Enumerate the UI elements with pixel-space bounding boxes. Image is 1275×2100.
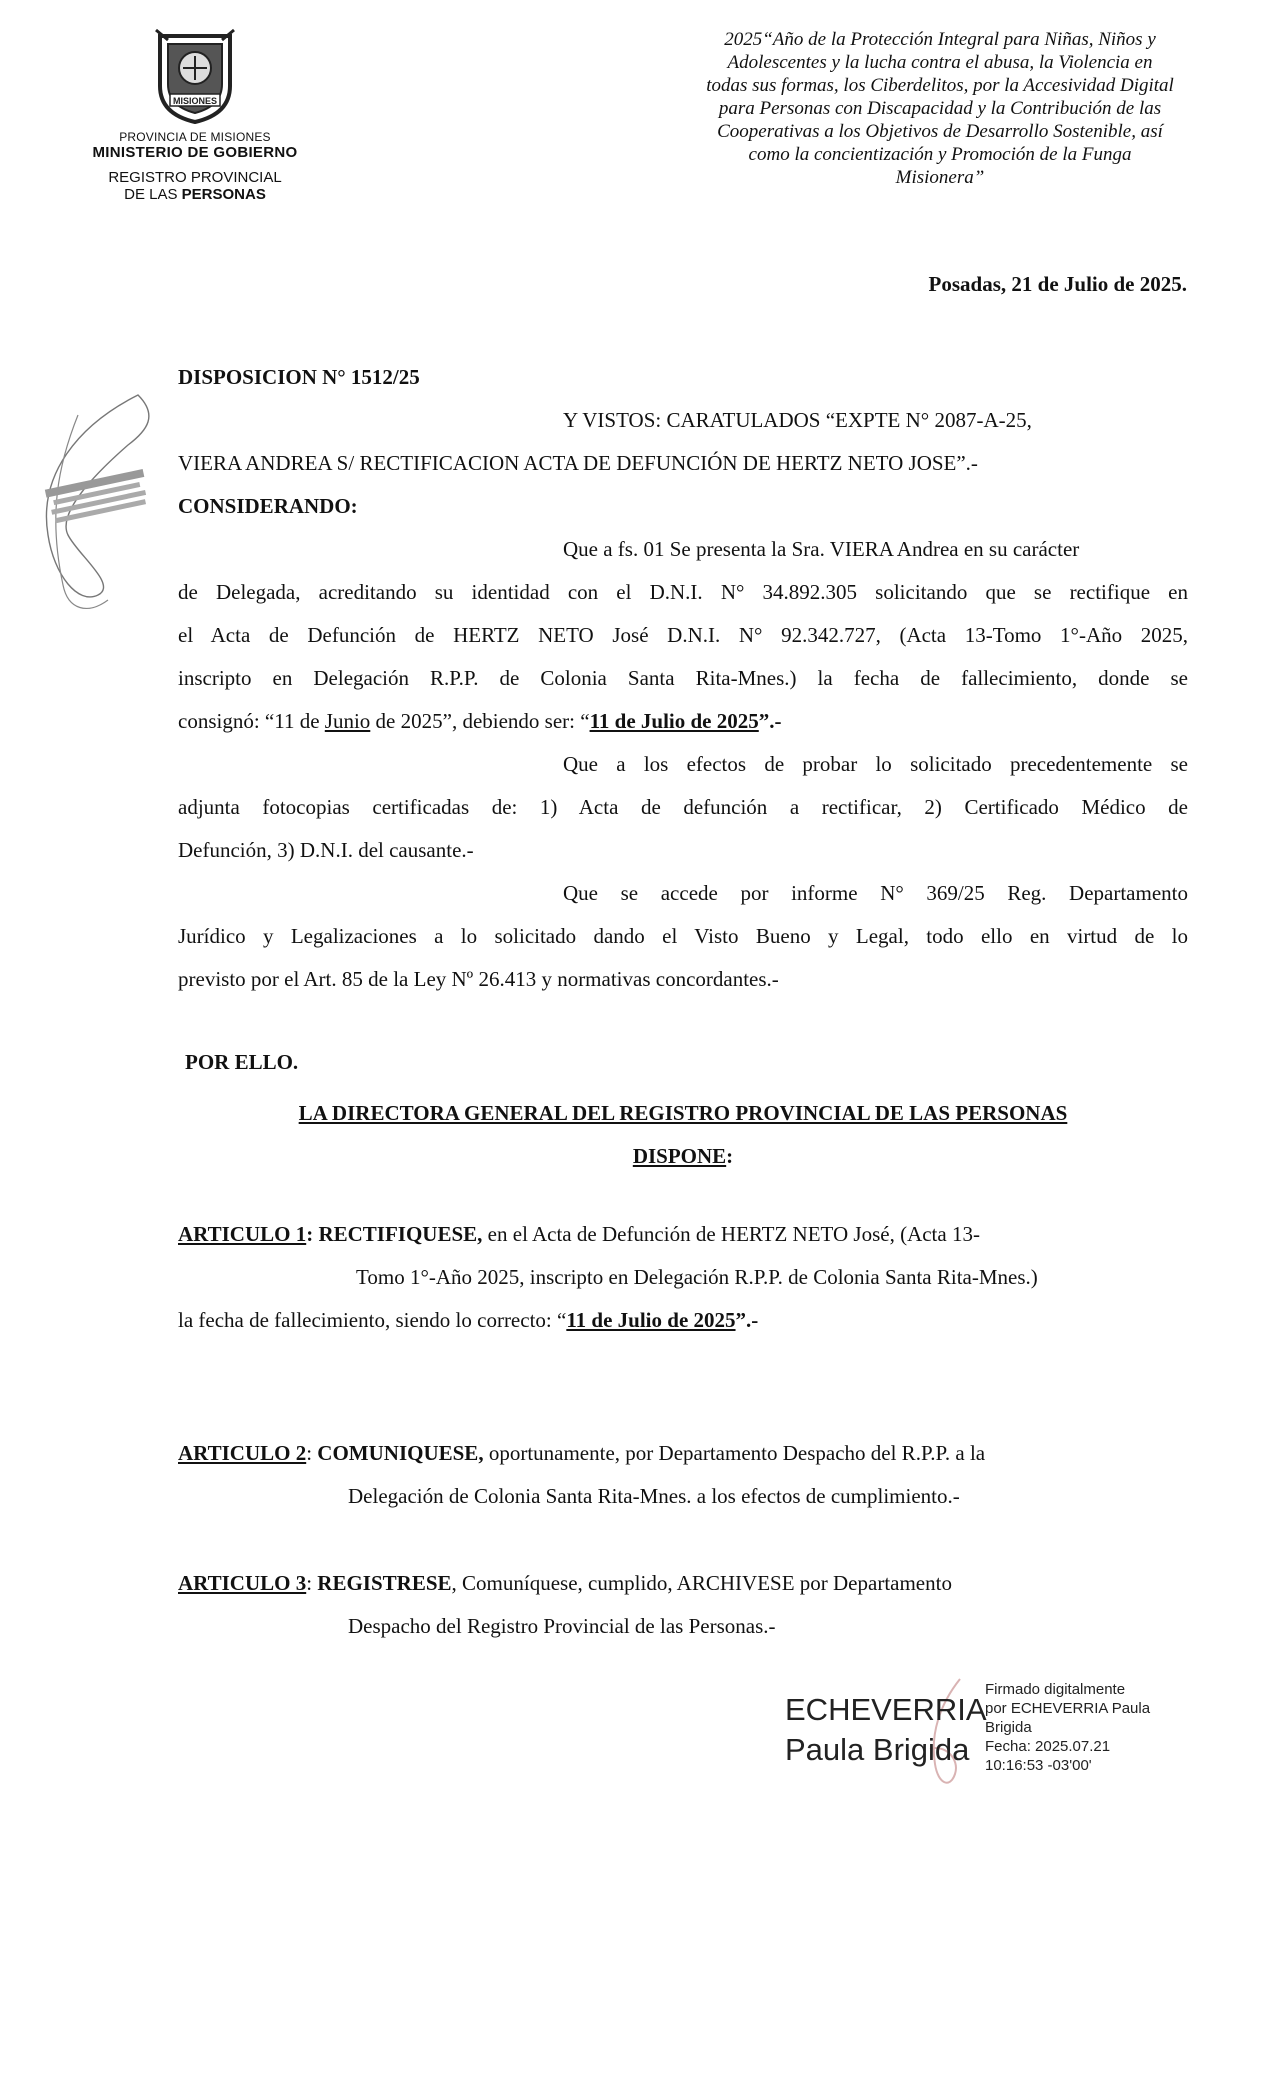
motto-line: Adolescentes y la lucha contra el abusa, la Violencia en <box>727 52 1153 73</box>
paragraph-line: inscripto en Delegación R.P.P. de Colonia Santa Rita-Mnes.) la fecha de fallecimiento, donde se <box>178 666 1188 690</box>
ministry-logo <box>70 26 320 203</box>
paragraph-line: Defunción, 3) D.N.I. del causante.- <box>178 838 474 862</box>
province-seal-icon <box>150 26 240 126</box>
digital-signature <box>785 1680 1205 1800</box>
logo-ministry: MINISTERIO DE GOBIERNO <box>92 144 298 161</box>
paragraph-line: Jurídico y Legalizaciones a lo solicitado dando el Visto Bueno y Legal, todo ello en virtud de lo <box>178 924 1188 948</box>
logo-registry-line1: REGISTRO PROVINCIAL <box>108 169 282 186</box>
year-motto <box>660 28 1220 189</box>
paragraph-line: Que a fs. 01 Se presenta la Sra. VIERA Andrea en su carácter <box>563 537 1080 561</box>
directora-heading: LA DIRECTORA GENERAL DEL REGISTRO PROVINCIAL DE LAS PERSONAS DISPONE: <box>298 1101 1068 1168</box>
disposition-body <box>178 356 1188 1001</box>
paragraph-line: previsto por el Art. 85 de la Ley Nº 26.413 y normativas concordantes.- <box>178 967 779 991</box>
paragraph-line: de Delegada, acreditando su identidad con el D.N.I. N° 34.892.305 solicitando que se rectifique en <box>178 580 1188 604</box>
logo-province: PROVINCIA DE MISIONES <box>119 130 271 144</box>
motto-line: todas sus formas, los Ciberdelitos, por la Accesividad Digital <box>706 75 1174 96</box>
legal-advisor-stamp-signature <box>18 385 168 625</box>
paragraph-line: Que a los efectos de probar lo solicitado precedentemente se <box>563 752 1188 776</box>
considerando-heading: CONSIDERANDO: <box>178 494 358 518</box>
por-ello-heading: POR ELLO. <box>185 1050 299 1074</box>
paragraph-line: consignó: “11 de Junio de 2025”, debiendo ser: “11 de Julio de 2025”.- <box>178 709 782 733</box>
article-1: ARTICULO 1: RECTIFIQUESE, en el Acta de Defunción de HERTZ NETO José, (Acta 13- Tomo 1°-Año 2025, inscripto en Delegación R.P.P. de Colonia Santa Rita-Mnes.) la fecha de fallecimiento, siendo lo correcto: “11 de Julio de 2025”.- <box>178 1222 1038 1332</box>
vistos-line: VIERA ANDREA S/ RECTIFICACION ACTA DE DEFUNCIÓN DE HERTZ NETO JOSE”.- <box>178 451 978 475</box>
motto-line: como la concientización y Promoción de la Funga <box>748 144 1132 165</box>
document-date: Posadas, 21 de Julio de 2025. <box>928 272 1187 296</box>
article-2: ARTICULO 2: COMUNIQUESE, oportunamente, por Departamento Despacho del R.P.P. a la Delegación de Colonia Santa Rita-Mnes. a los efectos de cumplimiento.- <box>178 1441 986 1508</box>
signature-info: Firmado digitalmente por ECHEVERRIA Paula Brigida Fecha: 2025.07.21 10:16:53 -03'00' <box>985 1681 1151 1774</box>
motto-line: Cooperativas a los Objetivos de Desarrollo Sostenible, así <box>717 121 1163 142</box>
article-3: ARTICULO 3: REGISTRESE, Comuníquese, cumplido, ARCHIVESE por Departamento Despacho del Registro Provincial de las Personas.- <box>178 1571 952 1638</box>
seal-text: MISIONES <box>172 96 218 106</box>
vistos-line: Y VISTOS: CARATULADOS “EXPTE N° 2087-A-25, <box>563 408 1032 432</box>
signer-name: ECHEVERRIA Paula Brigida <box>785 1692 987 1767</box>
paragraph-line: Que se accede por informe N° 369/25 Reg. Departamento <box>563 881 1188 905</box>
logo-registry-line2: DE LAS PERSONAS <box>124 186 266 203</box>
paragraph-line: adjunta fotocopias certificadas de: 1) Acta de defunción a rectificar, 2) Certificado Médico de <box>178 795 1188 819</box>
motto-line: 2025“Año de la Protección Integral para Niñas, Niños y <box>724 29 1156 50</box>
motto-line: Misionera” <box>895 167 985 188</box>
disposition-number: DISPOSICION N° 1512/25 <box>178 365 420 389</box>
paragraph-line: el Acta de Defunción de HERTZ NETO José D.N.I. N° 92.342.727, (Acta 13-Tomo 1°-Año 2025, <box>178 623 1188 647</box>
motto-line: para Personas con Discapacidad y la Contribución de las <box>718 98 1162 119</box>
